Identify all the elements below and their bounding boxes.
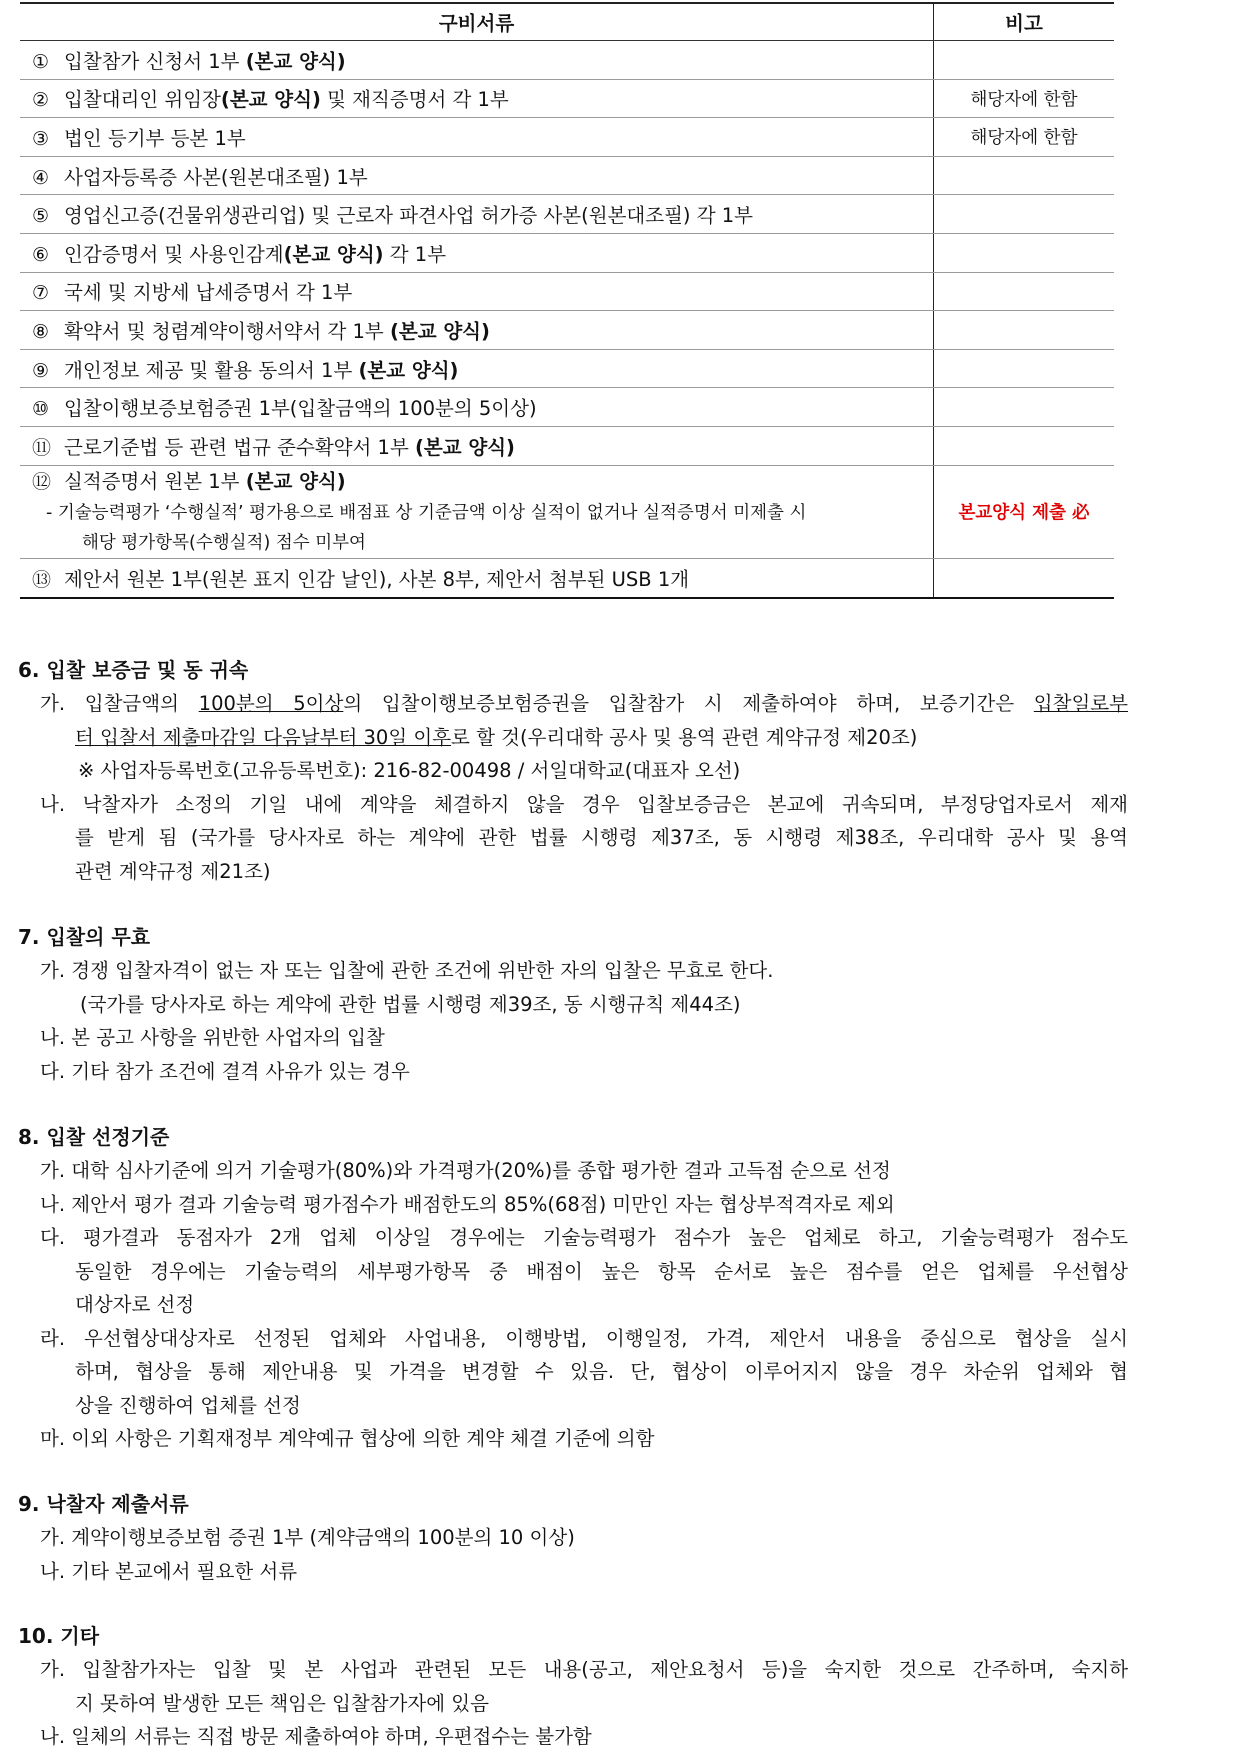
item-remark: 해당자에 한함	[934, 79, 1115, 118]
item-remark: 해당자에 한함	[934, 118, 1115, 157]
item-remark	[934, 272, 1115, 311]
paragraph-line: 지 못하여 발생한 모든 책임은 입찰참가자에 있음	[75, 1691, 489, 1715]
item-tail: 각 1부	[383, 242, 447, 266]
paragraph-line: 가. 입찰금액의 100분의 5이상의 입찰이행보증보험증권을 입찰참가 시 제출하여야 하며, 보증기간은 입찰일로부	[40, 692, 1128, 715]
item-number: ⑪	[32, 436, 52, 459]
item-remark	[934, 558, 1115, 598]
item-bold: (본교 양식)	[415, 435, 515, 459]
paragraph-line: 를 받게 됨 (국가를 당사자로 하는 계약에 관한 법률 시행령 제37조, 동 시행령 제38조, 우리대학 공사 및 용역	[75, 826, 1128, 849]
header-documents: 구비서류	[20, 3, 934, 41]
paragraph-line: 상을 진행하여 업체를 선정	[75, 1393, 301, 1417]
paragraph-line: 가. 계약이행보증보험 증권 1부 (계약금액의 100분의 10 이상)	[40, 1526, 575, 1549]
item-text: 인감증명서 및 사용인감계	[64, 242, 284, 266]
item-number: ⑬	[32, 568, 52, 591]
item-number: ⑥	[32, 243, 50, 266]
table-row	[20, 195, 1114, 234]
item-remark	[934, 311, 1115, 350]
table-header-row	[20, 3, 1114, 41]
paragraph-line: 마. 이외 사항은 기획재정부 계약예규 협상에 의한 계약 체결 기준에 의함	[40, 1427, 655, 1450]
table-row	[20, 558, 1114, 598]
header-remarks: 비고	[934, 3, 1115, 41]
section-title: 7. 입찰의 무효	[18, 925, 151, 949]
section-selection-criteria	[18, 1121, 1128, 1456]
table-row	[20, 233, 1114, 272]
paragraph-line: (국가를 당사자로 하는 계약에 관한 법률 시행령 제39조, 동 시행규칙 제44조)	[80, 992, 741, 1016]
item-number: ⑦	[32, 282, 50, 305]
item-subnote-line2: 해당 평가항목(수행실적) 점수 미부여	[82, 532, 366, 553]
paragraph-line: 나. 본 공고 사항을 위반한 사업자의 입찰	[40, 1026, 385, 1049]
item-bold: (본교 양식)	[220, 88, 321, 112]
table-row	[20, 349, 1114, 388]
paragraph-line: 다. 기타 참가 조건에 결격 사유가 있는 경우	[40, 1059, 410, 1083]
paragraph-line: 관련 계약규정 제21조)	[75, 859, 271, 883]
item-remark	[934, 233, 1115, 272]
item-remark	[934, 156, 1115, 195]
item-text: 국세 및 지방세 납세증명서 각 1부	[64, 281, 353, 305]
required-documents-table	[20, 2, 1114, 599]
item-text: 입찰이행보증보험증권 1부(입찰금액의 100분의 5이상)	[64, 397, 537, 421]
paragraph-line: 가. 입찰참가자는 입찰 및 본 사업과 관련된 모든 내용(공고, 제안요청서 등)을 숙지한 것으로 간주하며, 숙지하	[40, 1658, 1128, 1681]
item-remark	[934, 388, 1115, 427]
paragraph-line: 하며, 협상을 통해 제안내용 및 가격을 변경할 수 있음. 단, 협상이 이루어지지 않을 경우 차순위 업체와 협	[75, 1360, 1128, 1383]
paragraph-line: 나. 낙찰자가 소정의 기일 내에 계약을 체결하지 않을 경우 입찰보증금은 본교에 귀속되며, 부정당업자로서 제재	[40, 792, 1128, 816]
table-row	[20, 272, 1114, 311]
table-row	[20, 465, 1114, 558]
table-row	[20, 156, 1114, 195]
paragraph-line: 가. 대학 심사기준에 의거 기술평가(80%)와 가격평가(20%)를 종합 평가한 결과 고득점 순으로 선정	[40, 1159, 891, 1182]
item-number: ①	[32, 50, 50, 73]
table-row	[20, 388, 1114, 427]
section-other	[18, 1620, 1128, 1754]
item-text: 사업자등록증 사본(원본대조필) 1부	[64, 165, 368, 189]
paragraph-line: 나. 일체의 서류는 직접 방문 제출하여야 하며, 우편접수는 불가함	[40, 1725, 592, 1748]
paragraph-line: 나. 기타 본교에서 필요한 서류	[40, 1559, 298, 1583]
item-text: 개인정보 제공 및 활용 동의서 1부	[64, 358, 359, 382]
item-bold: (본교 양식)	[245, 469, 346, 493]
paragraph-line: 동일한 경우에는 기술능력의 세부평가항목 중 배점이 높은 항목 순서로 높은 점수를 얻은 업체를 우선협상	[75, 1259, 1128, 1283]
paragraph-note: ※ 사업자등록번호(고유등록번호): 216-82-00498 / 서일대학교(대표자 오선)	[78, 759, 741, 782]
item-number: ⑧	[32, 320, 50, 343]
table-row	[20, 41, 1114, 80]
section-winner-documents	[18, 1488, 1128, 1588]
item-subnote-line1: - 기술능력평가 ‘수행실적’ 평가용으로 배점표 상 기준금액 이상 실적이 없거나 실적증명서 미제출 시	[46, 502, 807, 523]
paragraph-line: 라. 우선협상대상자로 선정된 업체와 사업내용, 이행방법, 이행일정, 가격, 제안서 내용을 중심으로 협상을 실시	[40, 1326, 1128, 1350]
section-bid-invalidity	[18, 921, 1128, 1088]
item-bold: (본교 양식)	[283, 242, 384, 266]
item-number: ⑤	[32, 205, 50, 228]
item-number: ⑩	[32, 398, 50, 421]
table-row	[20, 426, 1114, 465]
item-bold: (본교 양식)	[389, 319, 490, 343]
item-text: 법인 등기부 등본 1부	[64, 126, 246, 150]
item-text: 입찰참가 신청서 1부	[64, 49, 246, 73]
section-title: 6. 입찰 보증금 및 동 귀속	[18, 658, 249, 682]
item-text: 입찰대리인 위임장	[64, 88, 221, 112]
item-bold: (본교 양식)	[358, 358, 459, 382]
item-number: ③	[32, 127, 50, 150]
item-number: ②	[32, 89, 50, 112]
table-row	[20, 118, 1114, 157]
table-row	[20, 79, 1114, 118]
item-text: 확약서 및 청렴계약이행서약서 각 1부	[64, 319, 390, 343]
paragraph-line: 대상자로 선정	[75, 1293, 195, 1316]
item-number: ④	[32, 166, 50, 189]
item-remark	[934, 41, 1115, 80]
item-remark-required: 본교양식 제출 必	[934, 465, 1115, 558]
item-tail: 및 재직증명서 각 1부	[320, 88, 509, 112]
paragraph-line: 나. 제안서 평가 결과 기술능력 평가점수가 배점한도의 85%(68점) 미만인 자는 협상부적격자로 제외	[40, 1192, 895, 1216]
item-text: 영업신고증(건물위생관리업) 및 근로자 파견사업 허가증 사본(원본대조필) 각 1부	[64, 204, 754, 228]
item-number: ⑫	[32, 470, 52, 493]
item-remark	[934, 195, 1115, 234]
section-title: 8. 입찰 선정기준	[18, 1125, 170, 1149]
paragraph-line: 다. 평가결과 동점자가 2개 업체 이상일 경우에는 기술능력평가 점수가 높은 업체로 하고, 기술능력평가 점수도	[40, 1226, 1128, 1249]
item-remark	[934, 349, 1115, 388]
item-text: 근로기준법 등 관련 법규 준수확약서 1부	[64, 435, 415, 459]
item-remark	[934, 426, 1115, 465]
section-title: 9. 낙찰자 제출서류	[18, 1492, 189, 1516]
table-row	[20, 311, 1114, 350]
item-text: 실적증명서 원본 1부	[64, 469, 246, 493]
item-bold: (본교 양식)	[245, 49, 346, 73]
item-text: 제안서 원본 1부(원본 표지 인감 날인), 사본 8부, 제안서 첨부된 USB 1개	[64, 567, 690, 591]
paragraph-line: 가. 경쟁 입찰자격이 없는 자 또는 입찰에 관한 조건에 위반한 자의 입찰은 무효로 한다.	[40, 959, 774, 982]
paragraph-line: 터 입찰서 제출마감일 다음날부터 30일 이후로 할 것(우리대학 공사 및 용역 관련 계약규정 제20조)	[75, 725, 918, 749]
section-bid-deposit	[18, 654, 1128, 888]
section-title: 10. 기타	[18, 1624, 100, 1648]
item-number: ⑨	[32, 359, 50, 382]
